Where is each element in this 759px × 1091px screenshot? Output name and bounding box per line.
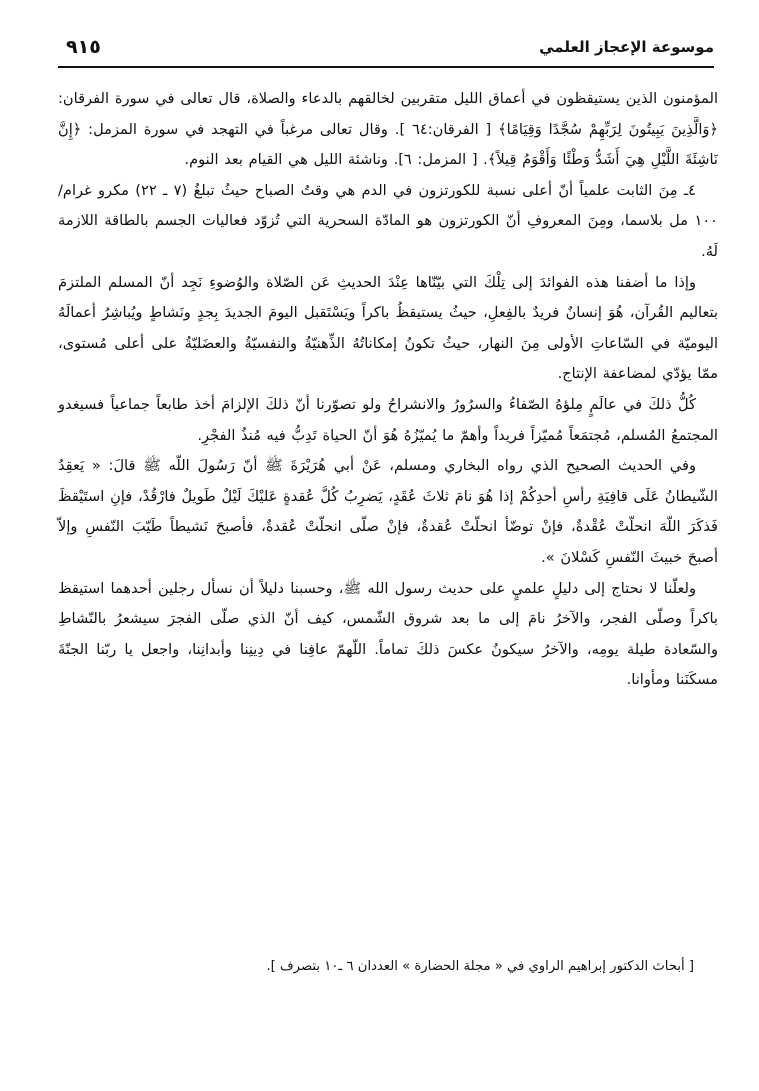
- paragraph-quran-verses: المؤمنون الذين يستيقظون في أعماق الليل متقربين لخالقهم بالدعاء والصلاة، قال تعالى في سورة الفرقان: ﴿وَالَّذِينَ يَبِيتُونَ لِرَبِّهِمْ سُجَّدًا وَقِيَامًا﴾ [ الفرقان:٦٤ ]. وقال تعالى مرغباً في التهجد في سورة المزمل: ﴿إِنَّ نَاشِئَةَ اللَّيْلِ هِيَ أَشَدُّ وَطْئًا وَأَقْوَمُ قِيلاً﴾. [ المزمل: ٦]. وناشئة الليل هي القيام بعد النوم.: [58, 90, 718, 169]
- paragraph-cortisone: ٤ـ مِنَ الثابت علمياً أنّ أعلى نسبة للكورتزون في الدم هي وقتُ الصباح حيثُ تبلغُ (٧ ـ ٢٢) مكرو غرام/١٠٠ مل بلاسما، ومِنَ المعروفِ أنّ الكورتزون هو المادّة السحرية التي تُزوّد فعاليات الجسم بالطاقة اللازمة لَهُ.: [58, 181, 718, 260]
- paragraph-conclusion: ولعلّنا لا نحتاج إلى دليلٍ علميٍ على حديث رسول الله ﷺ، وحسبنا دليلاً أن نسأل رجلين أحدهما استيقظ باكراً وصلّى الفجر، والآخرُ نامَ إلى ما بعد شروق الشّمس، كيف أنّ الذي صلّى الفجرَ سيشعرُ بالنّشاطِ والسّعادة طيلة يومِه، والآخرُ سيكونُ عكسَ ذلكَ تماماً. اللّهمّ عافِنا في دِينِنا وأبدانِنا، واجعل يا ربّنا الجنّةَ مسكَنَنا ومأوانا.: [58, 579, 718, 689]
- header-rule: [58, 66, 714, 68]
- page-number: ٩١٥: [66, 36, 101, 58]
- body-text: [58, 84, 718, 696]
- footnote-reference: [ أبحاث الدكتور إبراهيم الراوي في « مجلة الحضارة » العددان ٦ ـ١٠ بتصرف ].: [266, 959, 694, 974]
- page-header: [58, 28, 714, 68]
- running-title: موسوعة الإعجاز العلمي: [539, 38, 714, 56]
- paragraph-benefits: وإذا ما أضفنا هذه الفوائدَ إلى تِلْكَ التي بيّنّاها عِنْدَ الحديثِ عَن الصّلاة والوُضوءِ نَجِد أنّ المسلم الملتزمَ بتعاليم القُرآن، هُوَ إنسانٌ فريدٌ بالفِعلِ، حيثُ يستيقظُ باكراً ويَسْتَقبل اليومَ الجديدَ بِجدٍ ونَشاطٍ ويُباشِرُ أعمالَهُ اليوميّة في السّاعاتِ الأولى مِنَ النهار، حيثُ تكونُ إمكاناتُهُ الذِّهنيّةُ والنفسيّةُ والعضَليّةُ على أعلى مُستوى، ممّا يؤدّي لمضاعفة الإنتاج.: [58, 273, 718, 383]
- paragraph-hadith: وفي الحديث الصحيح الذي رواه البخاري ومسلم، عَنْ أبي هُرَيْرَةَ ﷺ أنّ رَسُولَ اللّه ﷺ قالَ: « يَعقِدُ الشّيطانُ عَلَى قافِيَةِ رأسِ أحدِكُمْ إذا هُوَ نامَ ثلاثَ عُقَدٍ، يَضرِبُ كُلَّ عُقدةٍ عَليْكَ لَيْلٌ طَويلٌ فارْقُدْ، فإنِ استَيْقظَ فَذكَرَ اللّهَ انحلّتْ عُقْدةٌ، فإنْ توضّأ انحلّتْ عُقدةٌ، فإنْ صلّى انحلّتْ عُقدةٌ، فأصبحَ نَشيطاً طَيّبَ النّفسِ وإلاّ أصبحَ خبيثَ النّفسِ كَسْلانَ ».: [58, 457, 718, 566]
- paragraph-society: كُلُّ ذلكَ في عالَمٍ مِلؤهُ الصّفاءُ والسرُورُ والانشراحُ ولو تصوّرنا أنّ ذلكَ الإلزامَ أخذ طابعاً جماعياً فسيغدو المجتمعُ المُسلم، مُجتمَعاً مُميّزاً فريداً وأهمّ ما يُميّزُهُ هُوَ أنّ الحياة تَدِبُّ فيه مُنذُ الفجْرِ.: [58, 395, 718, 444]
